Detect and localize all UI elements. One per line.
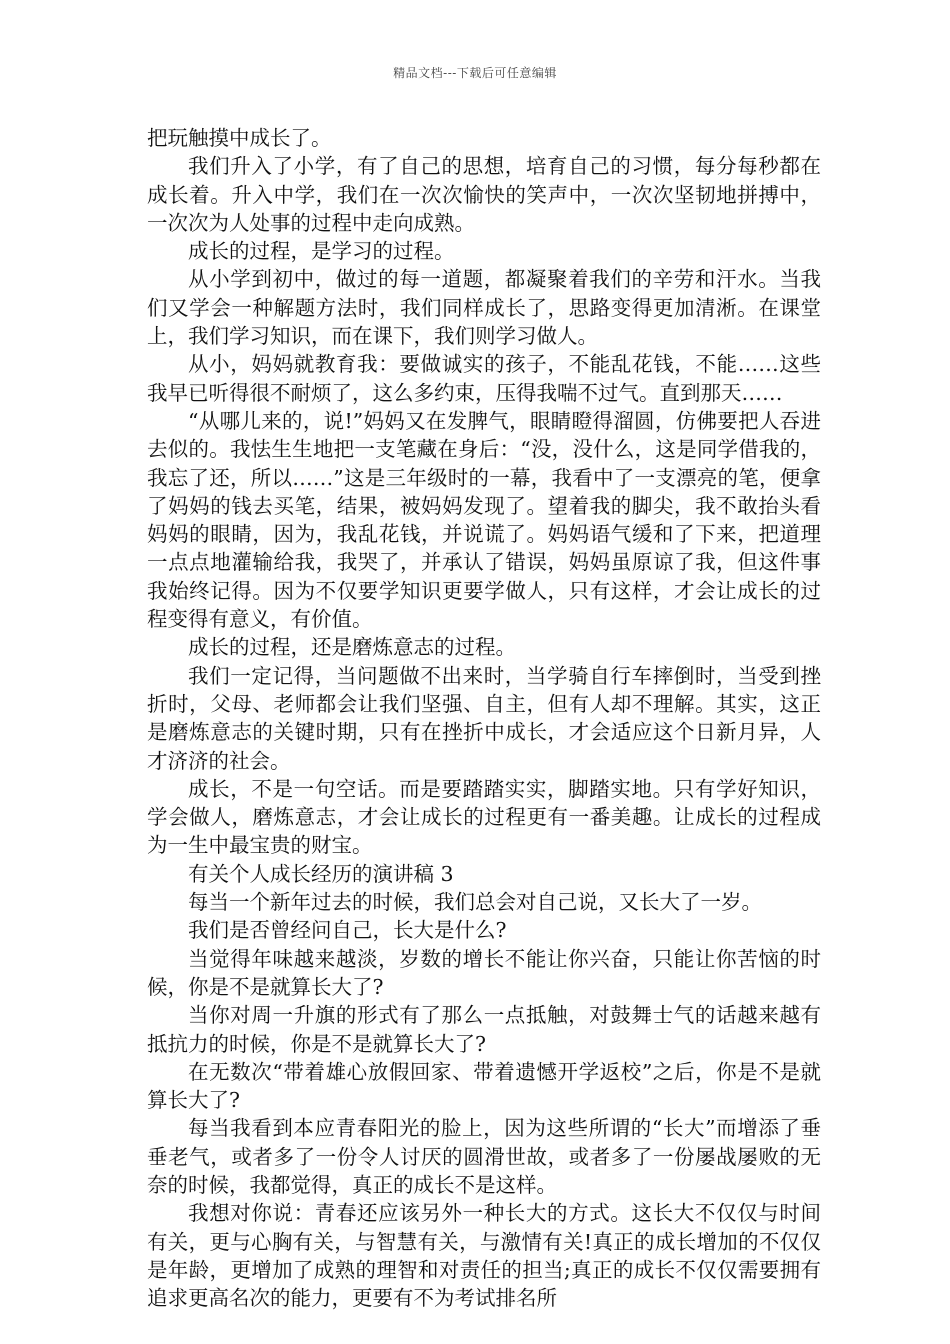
paragraph: 每当我看到本应青春阳光的脸上，因为这些所谓的“长大”而增添了垂垂老气，或者多了一份令人讨厌的圆滑世故，或者多了一份屡战屡败的无奈的时候，我都觉得，真正的成长不是这样。 [147,1116,821,1197]
paragraph: 我们升入了小学，有了自己的思想，培育自己的习惯，每分每秒都在成长着。升入中学，我们在一次次愉快的笑声中，一次次坚韧地拼搏中，一次次为人处事的过程中走向成熟。 [147,154,821,235]
page-header: 精品文档---下载后可任意编辑 [393,66,557,80]
paragraph: 从小，妈妈就教育我：要做诚实的孩子，不能乱花钱，不能……这些我早已听得很不耐烦了，这么多约束，压得我喘不过气。直到那天…… [147,352,821,405]
paragraph: 当觉得年味越来越淡，岁数的增长不能让你兴奋，只能让你苦恼的时候，你是不是就算长大了? [147,946,821,999]
paragraph: 在无数次“带着雄心放假回家、带着遗憾开学返校”之后，你是不是就算长大了? [147,1059,821,1113]
paragraph: 我想对你说：青春还应该另外一种长大的方式。这长大不仅仅与时间有关，更与心胸有关，与智慧有关，与激情有关!真正的成长增加的不仅仅是年龄，更增加了成熟的理智和对责任的担当;真正的成长不仅仅需要拥有追求更高名次的能力，更要有不为考试排名所 [147,1201,821,1311]
paragraph: “从哪儿来的，说!”妈妈又在发脾气，眼睛瞪得溜圆，仿佛要把人吞进去似的。我怯生生地把一支笔藏在身后：“没，没什么，这是同学借我的，我忘了还，所以……”这是三年级时的一幕，我看中了一支漂亮的笔，便拿了妈妈的钱去买笔，结果，被妈妈发现了。望着我的脚尖，我不敢抬头看妈妈的眼睛，因为，我乱花钱，并说谎了。妈妈语气缓和了下来，把道理一点点地灌输给我，我哭了，并承认了错误，妈妈虽原谅了我，但这件事我始终记得。因为不仅要学知识更要学做人，只有这样，才会让成长的过程变得有意义，有价值。 [147,408,821,632]
paragraph: 成长，不是一句空话。而是要踏踏实实，脚踏实地。只有学好知识，学会做人，磨炼意志，才会让成长的过程更有一番美趣。让成长的过程成为一生中最宝贵的财宝。 [147,776,821,858]
paragraph: 我们是否曾经问自己，长大是什么? [188,918,507,943]
section-heading: 有关个人成长经历的演讲稿 3 [188,861,454,886]
paragraph: 当你对周一升旗的形式有了那么一点抵触，对鼓舞士气的话越来越有抵抗力的时候，你是不是就算长大了? [147,1003,821,1056]
paragraph: 把玩触摸中成长了。 [147,126,332,150]
paragraph: 我们一定记得，当问题做不出来时，当学骑自行车摔倒时，当受到挫折时，父母、老师都会让我们坚强、自主，但有人却不理解。其实，这正是磨炼意志的关键时期，只有在挫折中成长，才会适应这个日新月异，人才济济的社会。 [147,663,821,773]
document-body [147,124,821,1312]
paragraph: 成长的过程，还是磨炼意志的过程。 [188,635,516,660]
paragraph: 从小学到初中，做过的每一道题，都凝聚着我们的辛劳和汗水。当我们又学会一种解题方法时，我们同样成长了，思路变得更加清淅。在课堂上，我们学习知识，而在课下，我们则学习做人。 [147,267,821,349]
paragraph: 每当一个新年过去的时候，我们总会对自己说，又长大了一岁。 [188,890,762,915]
paragraph: 成长的过程，是学习的过程。 [188,239,455,264]
